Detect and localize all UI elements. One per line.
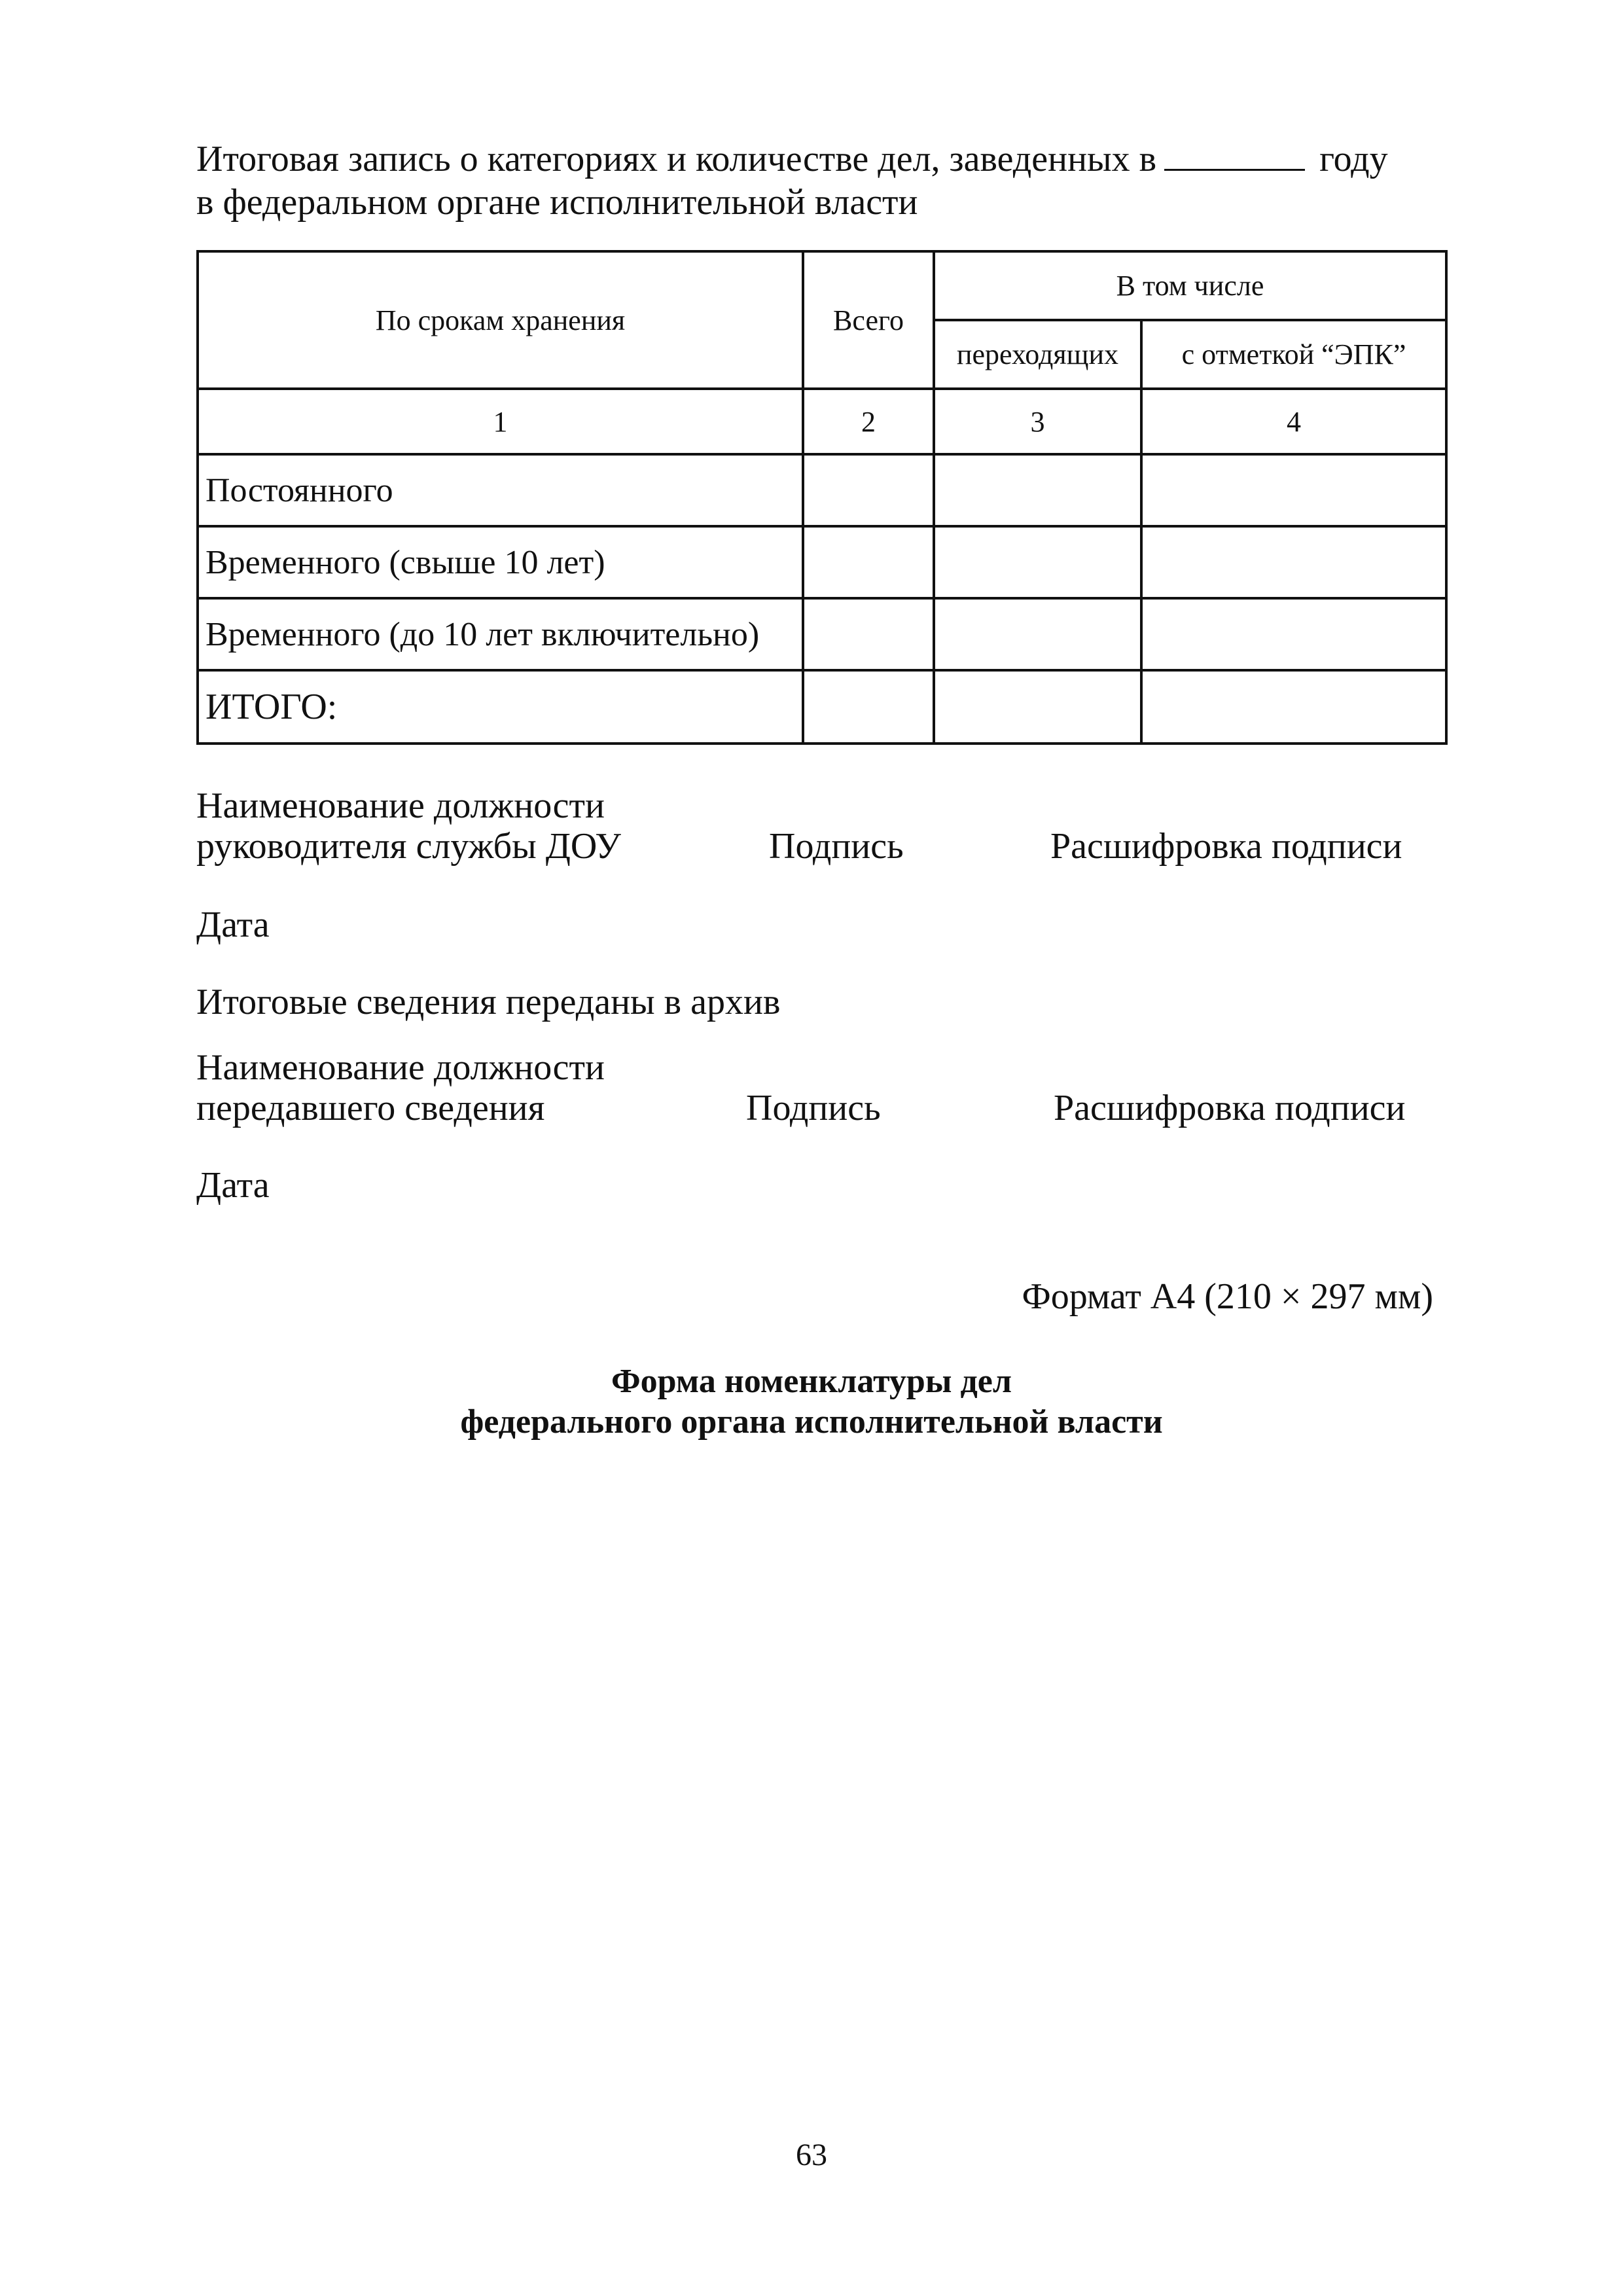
empty-cell xyxy=(803,526,934,598)
row-label: Временного (до 10 лет включительно) xyxy=(198,598,803,670)
sig1-date-label: Дата xyxy=(196,905,270,945)
header-carried-over: переходящих xyxy=(934,320,1141,389)
header-total: Всего xyxy=(803,251,934,389)
table-row-total xyxy=(198,670,1446,744)
empty-cell xyxy=(803,454,934,526)
transferred-to-archive: Итоговые сведения переданы в архив xyxy=(196,982,781,1022)
page-number: 63 xyxy=(796,2138,827,2172)
table-row xyxy=(198,526,1446,598)
sig1-title-line1: Наименование должности xyxy=(196,785,605,826)
empty-cell xyxy=(1141,598,1446,670)
header-storage-period: По срокам хранения xyxy=(198,251,803,389)
form-title-line1: Форма номенклатуры дел xyxy=(611,1363,1012,1400)
year-blank-field xyxy=(1164,140,1305,171)
empty-cell xyxy=(934,598,1141,670)
intro-heading xyxy=(196,137,1440,224)
sig2-signature-label: Подпись xyxy=(746,1088,881,1128)
table-row xyxy=(198,598,1446,670)
column-number: 4 xyxy=(1141,389,1446,454)
sig2-title-line1: Наименование должности xyxy=(196,1047,605,1088)
sig2-date-label: Дата xyxy=(196,1165,270,1206)
column-number: 3 xyxy=(934,389,1141,454)
sig1-signature-label: Подпись xyxy=(769,826,904,867)
sig2-title xyxy=(196,1047,605,1128)
sig2-decode-label: Расшифровка подписи xyxy=(1054,1088,1406,1128)
row-label: Постоянного xyxy=(198,454,803,526)
sig1-decode-label: Расшифровка подписи xyxy=(1050,826,1402,867)
empty-cell xyxy=(803,598,934,670)
header-including: В том числе xyxy=(934,251,1446,320)
empty-cell xyxy=(1141,454,1446,526)
sig1-title xyxy=(196,785,621,867)
row-label: Временного (свыше 10 лет) xyxy=(198,526,803,598)
header-epk-mark: с отметкой “ЭПК” xyxy=(1141,320,1446,389)
storage-summary-table xyxy=(196,250,1448,745)
empty-cell xyxy=(934,670,1141,744)
intro-line1-end: году xyxy=(1319,139,1388,179)
empty-cell xyxy=(1141,670,1446,744)
intro-line2: в федеральном органе исполнительной власти xyxy=(196,182,918,223)
empty-cell xyxy=(803,670,934,744)
form-title-line2: федерального органа исполнительной власти xyxy=(460,1403,1163,1441)
empty-cell xyxy=(934,526,1141,598)
format-note: Формат А4 (210 × 297 мм) xyxy=(1022,1276,1433,1317)
column-number: 2 xyxy=(803,389,934,454)
row-label-total: ИТОГО: xyxy=(198,670,803,744)
empty-cell xyxy=(934,454,1141,526)
table-row xyxy=(198,454,1446,526)
form-title xyxy=(0,1361,1623,1443)
intro-line1-start: Итоговая запись о категориях и количестве дел, заведенных в xyxy=(196,139,1157,179)
sig2-title-line2: передавшего сведения xyxy=(196,1088,545,1128)
column-number: 1 xyxy=(198,389,803,454)
sig1-title-line2: руководителя службы ДОУ xyxy=(196,826,621,867)
empty-cell xyxy=(1141,526,1446,598)
